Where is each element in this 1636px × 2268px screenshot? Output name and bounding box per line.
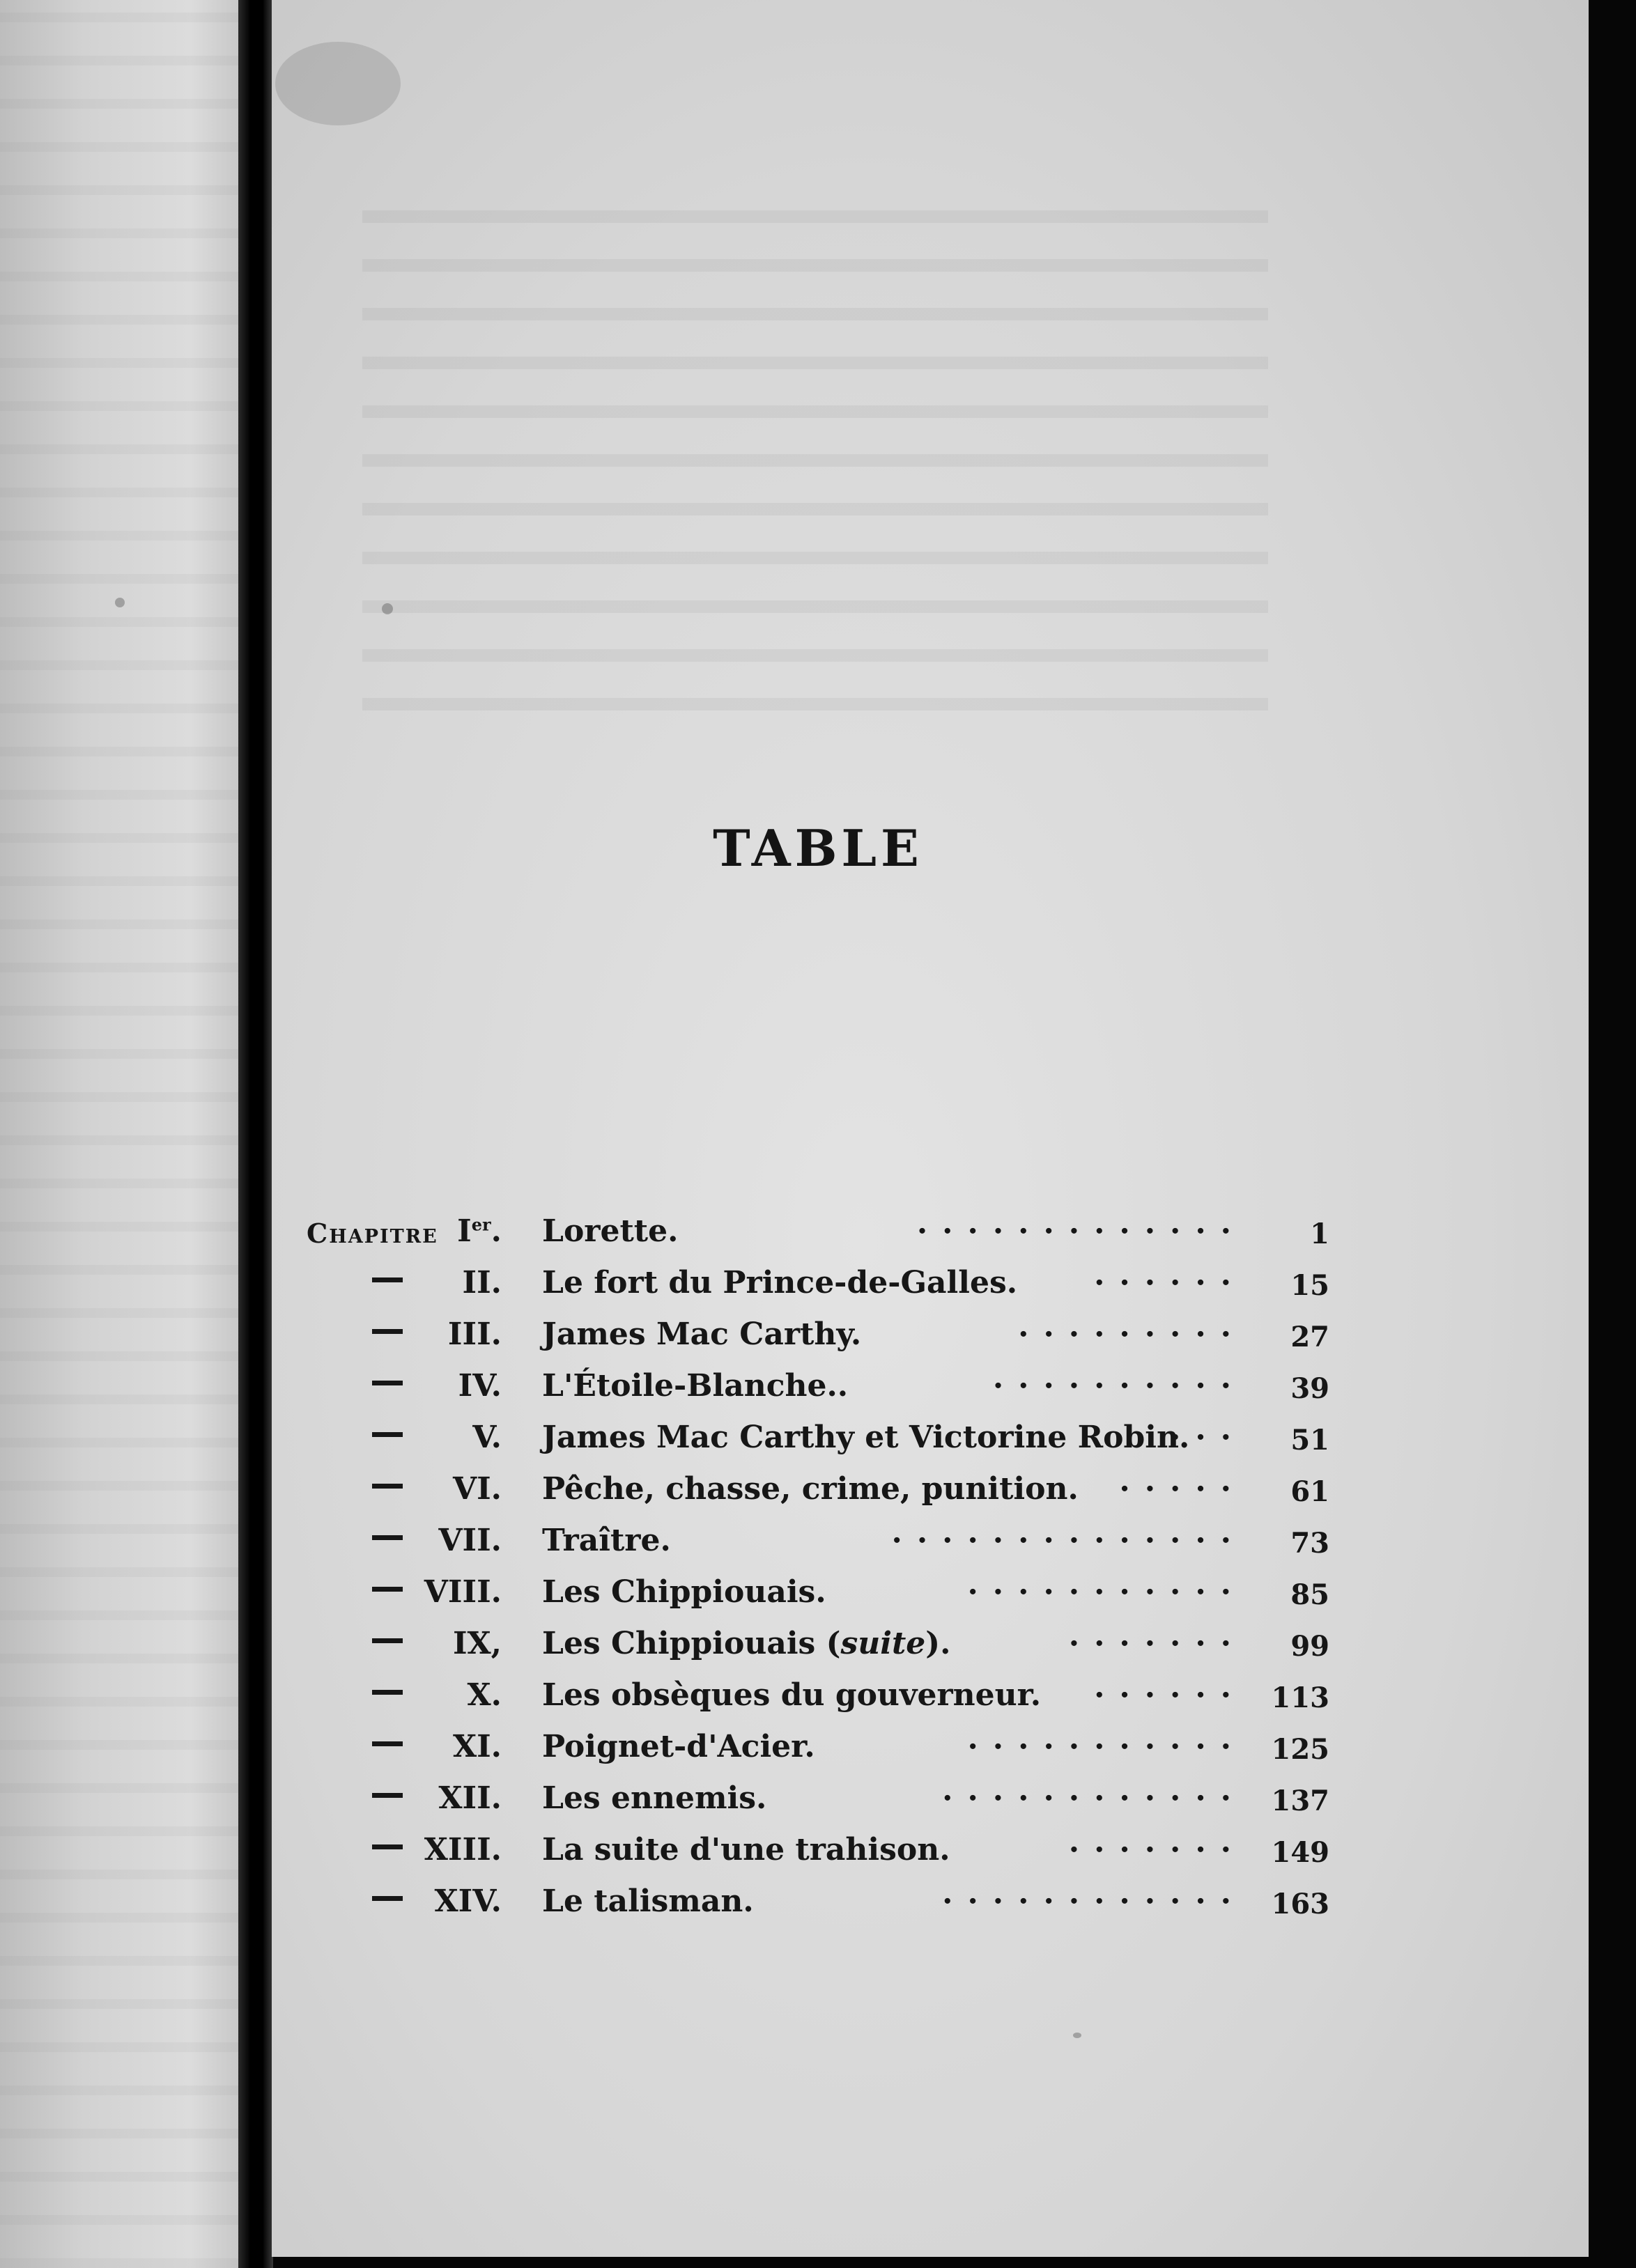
- leader-dots: ···········: [967, 1729, 1246, 1764]
- leader-dots: ···: [1170, 1420, 1246, 1455]
- chapter-title: L'Étoile-Blanche..: [542, 1368, 849, 1404]
- page-number: 73: [1290, 1527, 1329, 1560]
- ditto-dash: [372, 1638, 403, 1643]
- ditto-dash: [372, 1329, 403, 1334]
- chapter-numeral-text: VII: [438, 1523, 491, 1558]
- chapter-numeral: [472, 1420, 502, 1455]
- toc-entry: [0, 1780, 1636, 1829]
- toc-entry: [0, 1729, 1636, 1778]
- chapter-title-italic: suite: [840, 1626, 926, 1661]
- ditto-dash: [372, 1381, 403, 1385]
- chapter-numeral: [457, 1213, 502, 1249]
- chapter-numeral: [453, 1729, 502, 1764]
- leader-dots: ··············: [891, 1523, 1246, 1558]
- chapter-numeral: [453, 1626, 502, 1661]
- chapter-numeral-text: V: [472, 1420, 491, 1455]
- chapter-numeral-separator: .: [491, 1677, 502, 1713]
- page-number: 163: [1271, 1888, 1329, 1920]
- chapter-numeral-separator: .: [491, 1265, 502, 1300]
- chapter-title: Les obsèques du gouverneur.: [542, 1677, 1042, 1713]
- toc-entry: [0, 1368, 1636, 1417]
- chapter-numeral-text: IX: [452, 1626, 491, 1661]
- chapter-numeral-separator: ,: [491, 1626, 502, 1661]
- leader-dots: ······: [1094, 1677, 1246, 1713]
- chapter-title: Le talisman.: [542, 1883, 754, 1919]
- ditto-dash: [372, 1432, 403, 1437]
- chapter-numeral-text: XI: [452, 1729, 491, 1764]
- toc-entry: [0, 1213, 1636, 1262]
- chapter-numeral-separator: .: [491, 1213, 502, 1249]
- chapter-title: Traître.: [542, 1523, 671, 1558]
- ditto-dash: [372, 1535, 403, 1540]
- chapter-numeral: [468, 1677, 502, 1713]
- chapter-numeral-text: I: [457, 1213, 472, 1249]
- page-number: 15: [1290, 1269, 1329, 1302]
- page-number: 51: [1290, 1424, 1329, 1457]
- leader-dots: ·······: [1068, 1626, 1246, 1661]
- leader-dots: ··········: [992, 1368, 1246, 1404]
- leader-dots: ·········: [1018, 1316, 1246, 1352]
- chapter-title: James Mac Carthy et Victorine Robin.: [542, 1420, 1190, 1455]
- chapter-numeral: [424, 1574, 502, 1610]
- leader-dots: ···········: [967, 1574, 1246, 1610]
- leader-dots: ·······: [1068, 1832, 1246, 1867]
- chapter-numeral-text: III: [447, 1316, 491, 1352]
- ditto-dash: [372, 1587, 403, 1592]
- page-number: 149: [1271, 1836, 1329, 1869]
- page-number: 61: [1290, 1475, 1329, 1508]
- page-number: 27: [1290, 1321, 1329, 1353]
- chapter-numeral: [463, 1265, 502, 1300]
- chapter-numeral: [424, 1832, 502, 1867]
- chapter-numeral-separator: .: [491, 1883, 502, 1919]
- chapter-numeral-text: XIII: [424, 1832, 491, 1867]
- toc-entry: [0, 1316, 1636, 1365]
- ditto-dash: [372, 1844, 403, 1849]
- chapter-numeral: [458, 1368, 502, 1404]
- chapter-numeral-separator: .: [491, 1368, 502, 1404]
- leader-dots: ············: [942, 1780, 1246, 1816]
- leader-dots: ············: [942, 1883, 1246, 1919]
- chapter-numeral-text: VIII: [424, 1574, 491, 1610]
- page-number: 125: [1271, 1733, 1329, 1766]
- toc-entry: [0, 1677, 1636, 1726]
- page-number: 99: [1290, 1630, 1329, 1663]
- leader-dots: ······: [1094, 1265, 1246, 1300]
- chapter-numeral-separator: .: [491, 1574, 502, 1610]
- chapter-numeral-text: VI: [452, 1471, 491, 1507]
- chapter-title: Les ennemis.: [542, 1780, 767, 1816]
- chapter-numeral-separator: .: [491, 1523, 502, 1558]
- ditto-dash: [372, 1741, 403, 1746]
- chapter-title: Pêche, chasse, crime, punition.: [542, 1471, 1079, 1507]
- chapter-numeral-text: IV: [458, 1368, 491, 1404]
- chapter-numeral: [435, 1883, 502, 1919]
- chapter-numeral-text: X: [467, 1677, 491, 1713]
- chapter-numeral: [438, 1523, 502, 1558]
- toc-entry: [0, 1883, 1636, 1932]
- chapter-numeral-text: XIV: [434, 1883, 491, 1919]
- ditto-dash: [372, 1484, 403, 1489]
- chapter-numeral: [438, 1780, 502, 1816]
- toc-entry: [0, 1832, 1636, 1881]
- chapter-title: Les Chippiouais.: [542, 1574, 826, 1610]
- chapter-title: Le fort du Prince-de-Galles.: [542, 1265, 1018, 1300]
- page-number: 85: [1290, 1578, 1329, 1611]
- chapter-numeral-separator: .: [491, 1780, 502, 1816]
- chapter-numeral-text: II: [462, 1265, 491, 1300]
- toc-entry: [0, 1420, 1636, 1468]
- chapter-numeral-separator: .: [491, 1471, 502, 1507]
- toc-entry: [0, 1626, 1636, 1675]
- chapter-numeral: [448, 1316, 502, 1352]
- chapter-title: Lorette.: [542, 1213, 679, 1249]
- chapter-title: Les Chippiouais (suite).: [542, 1626, 951, 1661]
- ditto-dash: [372, 1690, 403, 1695]
- chapter-word: Chapitre: [307, 1218, 438, 1249]
- ditto-dash: [372, 1896, 403, 1901]
- chapter-title: Poignet-d'Acier.: [542, 1729, 815, 1764]
- toc-entry: [0, 1574, 1636, 1623]
- chapter-numeral-separator: .: [491, 1316, 502, 1352]
- toc-entry: [0, 1523, 1636, 1571]
- page-number: 137: [1271, 1785, 1329, 1817]
- chapter-numeral: [453, 1471, 502, 1507]
- chapter-numeral-suffix: er: [471, 1214, 491, 1235]
- leader-dots: ·····: [1119, 1471, 1246, 1507]
- chapter-title: James Mac Carthy.: [542, 1316, 862, 1352]
- toc-entry: [0, 1471, 1636, 1520]
- chapter-numeral-separator: .: [491, 1420, 502, 1455]
- ditto-dash: [372, 1793, 403, 1798]
- ditto-dash: [372, 1277, 403, 1282]
- page-number: 113: [1271, 1681, 1329, 1714]
- chapter-title: La suite d'une trahison.: [542, 1832, 950, 1867]
- leader-dots: ·············: [916, 1213, 1246, 1249]
- chapter-numeral-text: XII: [438, 1780, 491, 1816]
- chapter-numeral-separator: .: [491, 1729, 502, 1764]
- toc-entry: [0, 1265, 1636, 1314]
- chapter-numeral-separator: .: [491, 1832, 502, 1867]
- page-number: 1: [1310, 1218, 1329, 1250]
- page-title: TABLE: [713, 818, 923, 878]
- page-number: 39: [1290, 1372, 1329, 1405]
